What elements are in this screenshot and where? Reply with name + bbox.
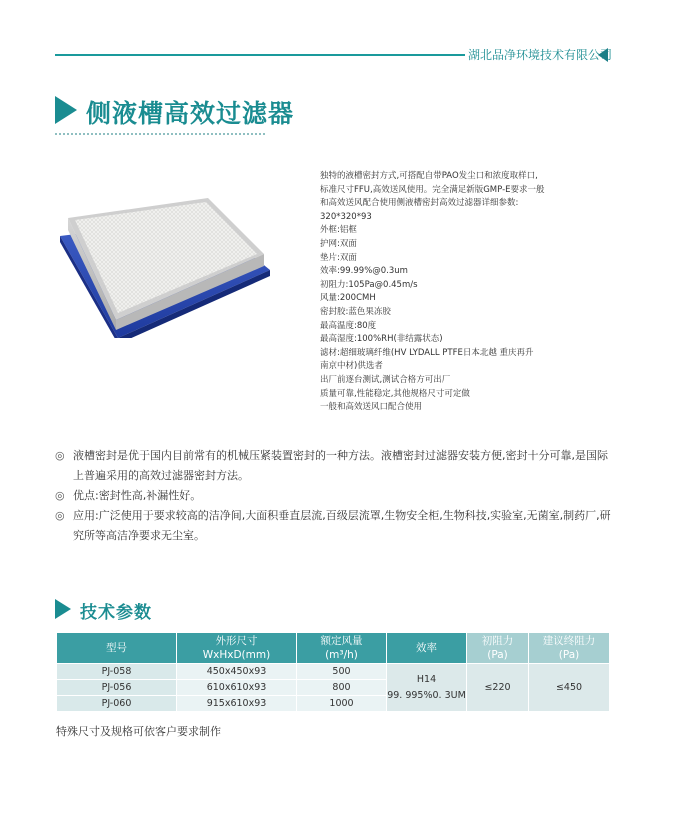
description-text: 优点:密封性高,补漏性好。 [73,489,202,502]
cell-airflow: 500 [297,664,387,680]
header-final-resistance: 建议终阻力 (Pa) [529,633,610,664]
company-name: 湖北品净环境技术有限公司 [468,48,613,62]
cell-efficiency: H14 99. 995%0. 3UM [387,664,467,712]
params-table [56,632,610,712]
circle-bullet-icon: ◎ [55,509,65,522]
spec-list [320,170,550,415]
spec-line: 风量:200CMH [320,293,376,304]
page-title: 侧液槽高效过滤器 [86,99,295,128]
spec-line: 和高效送风配合使用侧液槽密封高效过滤器详细参数: [320,198,519,209]
table-row [57,664,610,680]
triangle-left-icon [598,48,608,62]
spec-line: 外框:铝框 [320,225,357,236]
header-rule [55,54,465,56]
product-image [58,178,272,338]
spec-line: 护网:双面 [320,238,357,249]
spec-line: 最高湿度:100%RH(非结露状态) [320,334,443,345]
description-text: 液槽密封是优于国内目前常有的机械压紧装置密封的一种方法。液槽密封过滤器安装方便,密封十分可靠,是国际上普遍采用的高效过滤器密封方法。 [73,449,608,482]
section-title: 技术参数 [80,603,152,623]
header-efficiency: 效率 [387,633,467,664]
cell-initial-resistance: ≤220 [467,664,529,712]
spec-line: 出厂前逐台测试,测试合格方可出厂 [320,374,451,385]
description-item [55,506,615,546]
cell-model: PJ-060 [57,696,177,712]
description-item [55,446,615,486]
spec-line: 垫片:双面 [320,252,357,263]
cell-dimensions: 915x610x93 [177,696,297,712]
header-airflow: 额定风量 (m³/h) [297,633,387,664]
header-dimensions: 外形尺寸 WxHxD(mm) [177,633,297,664]
triangle-right-icon [55,96,77,124]
circle-bullet-icon: ◎ [55,449,65,462]
spec-line: 滤材:超细玻璃纤维(HV LYDALL PTFE日本北越 重庆再升 [320,347,534,358]
spec-line: 标准尺寸FFU,高效送风使用。完全满足新版GMP-E要求一般 [320,184,545,195]
footnote: 特殊尺寸及规格可依客户要求制作 [56,725,221,738]
circle-bullet-icon: ◎ [55,489,65,502]
description-list [55,446,615,546]
description-text: 应用:广泛使用于要求较高的洁净间,大面积垂直层流,百级层流罩,生物安全柜,生物科技,实验室,无菌室,制药厂,研究所等高洁净要求无尘室。 [73,509,611,542]
header-initial-resistance: 初阻力 (Pa) [467,633,529,664]
description-item [55,486,615,506]
spec-line: 南京中材)供选者 [320,361,383,372]
spec-line: 初阻力:105Pa@0.45m/s [320,279,418,290]
spec-line: 最高温度:80度 [320,320,377,331]
spec-line: 一般和高效送风口配合使用 [320,402,423,413]
spec-line: 质量可靠,性能稳定,其他规格尺寸可定做 [320,388,470,399]
cell-final-resistance: ≤450 [529,664,610,712]
table-header-row [57,633,610,664]
dotted-divider [55,133,265,135]
triangle-right-icon [55,599,71,619]
spec-line: 独特的液槽密封方式,可搭配自带PAO发尘口和浓度取样口, [320,171,538,181]
spec-line: 效率:99.99%@0.3um [320,266,408,277]
cell-dimensions: 610x610x93 [177,680,297,696]
spec-line: 密封胶:蓝色果冻胶 [320,306,391,317]
header-model: 型号 [57,633,177,664]
cell-airflow: 800 [297,680,387,696]
cell-airflow: 1000 [297,696,387,712]
cell-model: PJ-058 [57,664,177,680]
spec-line: 320*320*93 [320,211,372,222]
cell-model: PJ-056 [57,680,177,696]
cell-dimensions: 450x450x93 [177,664,297,680]
